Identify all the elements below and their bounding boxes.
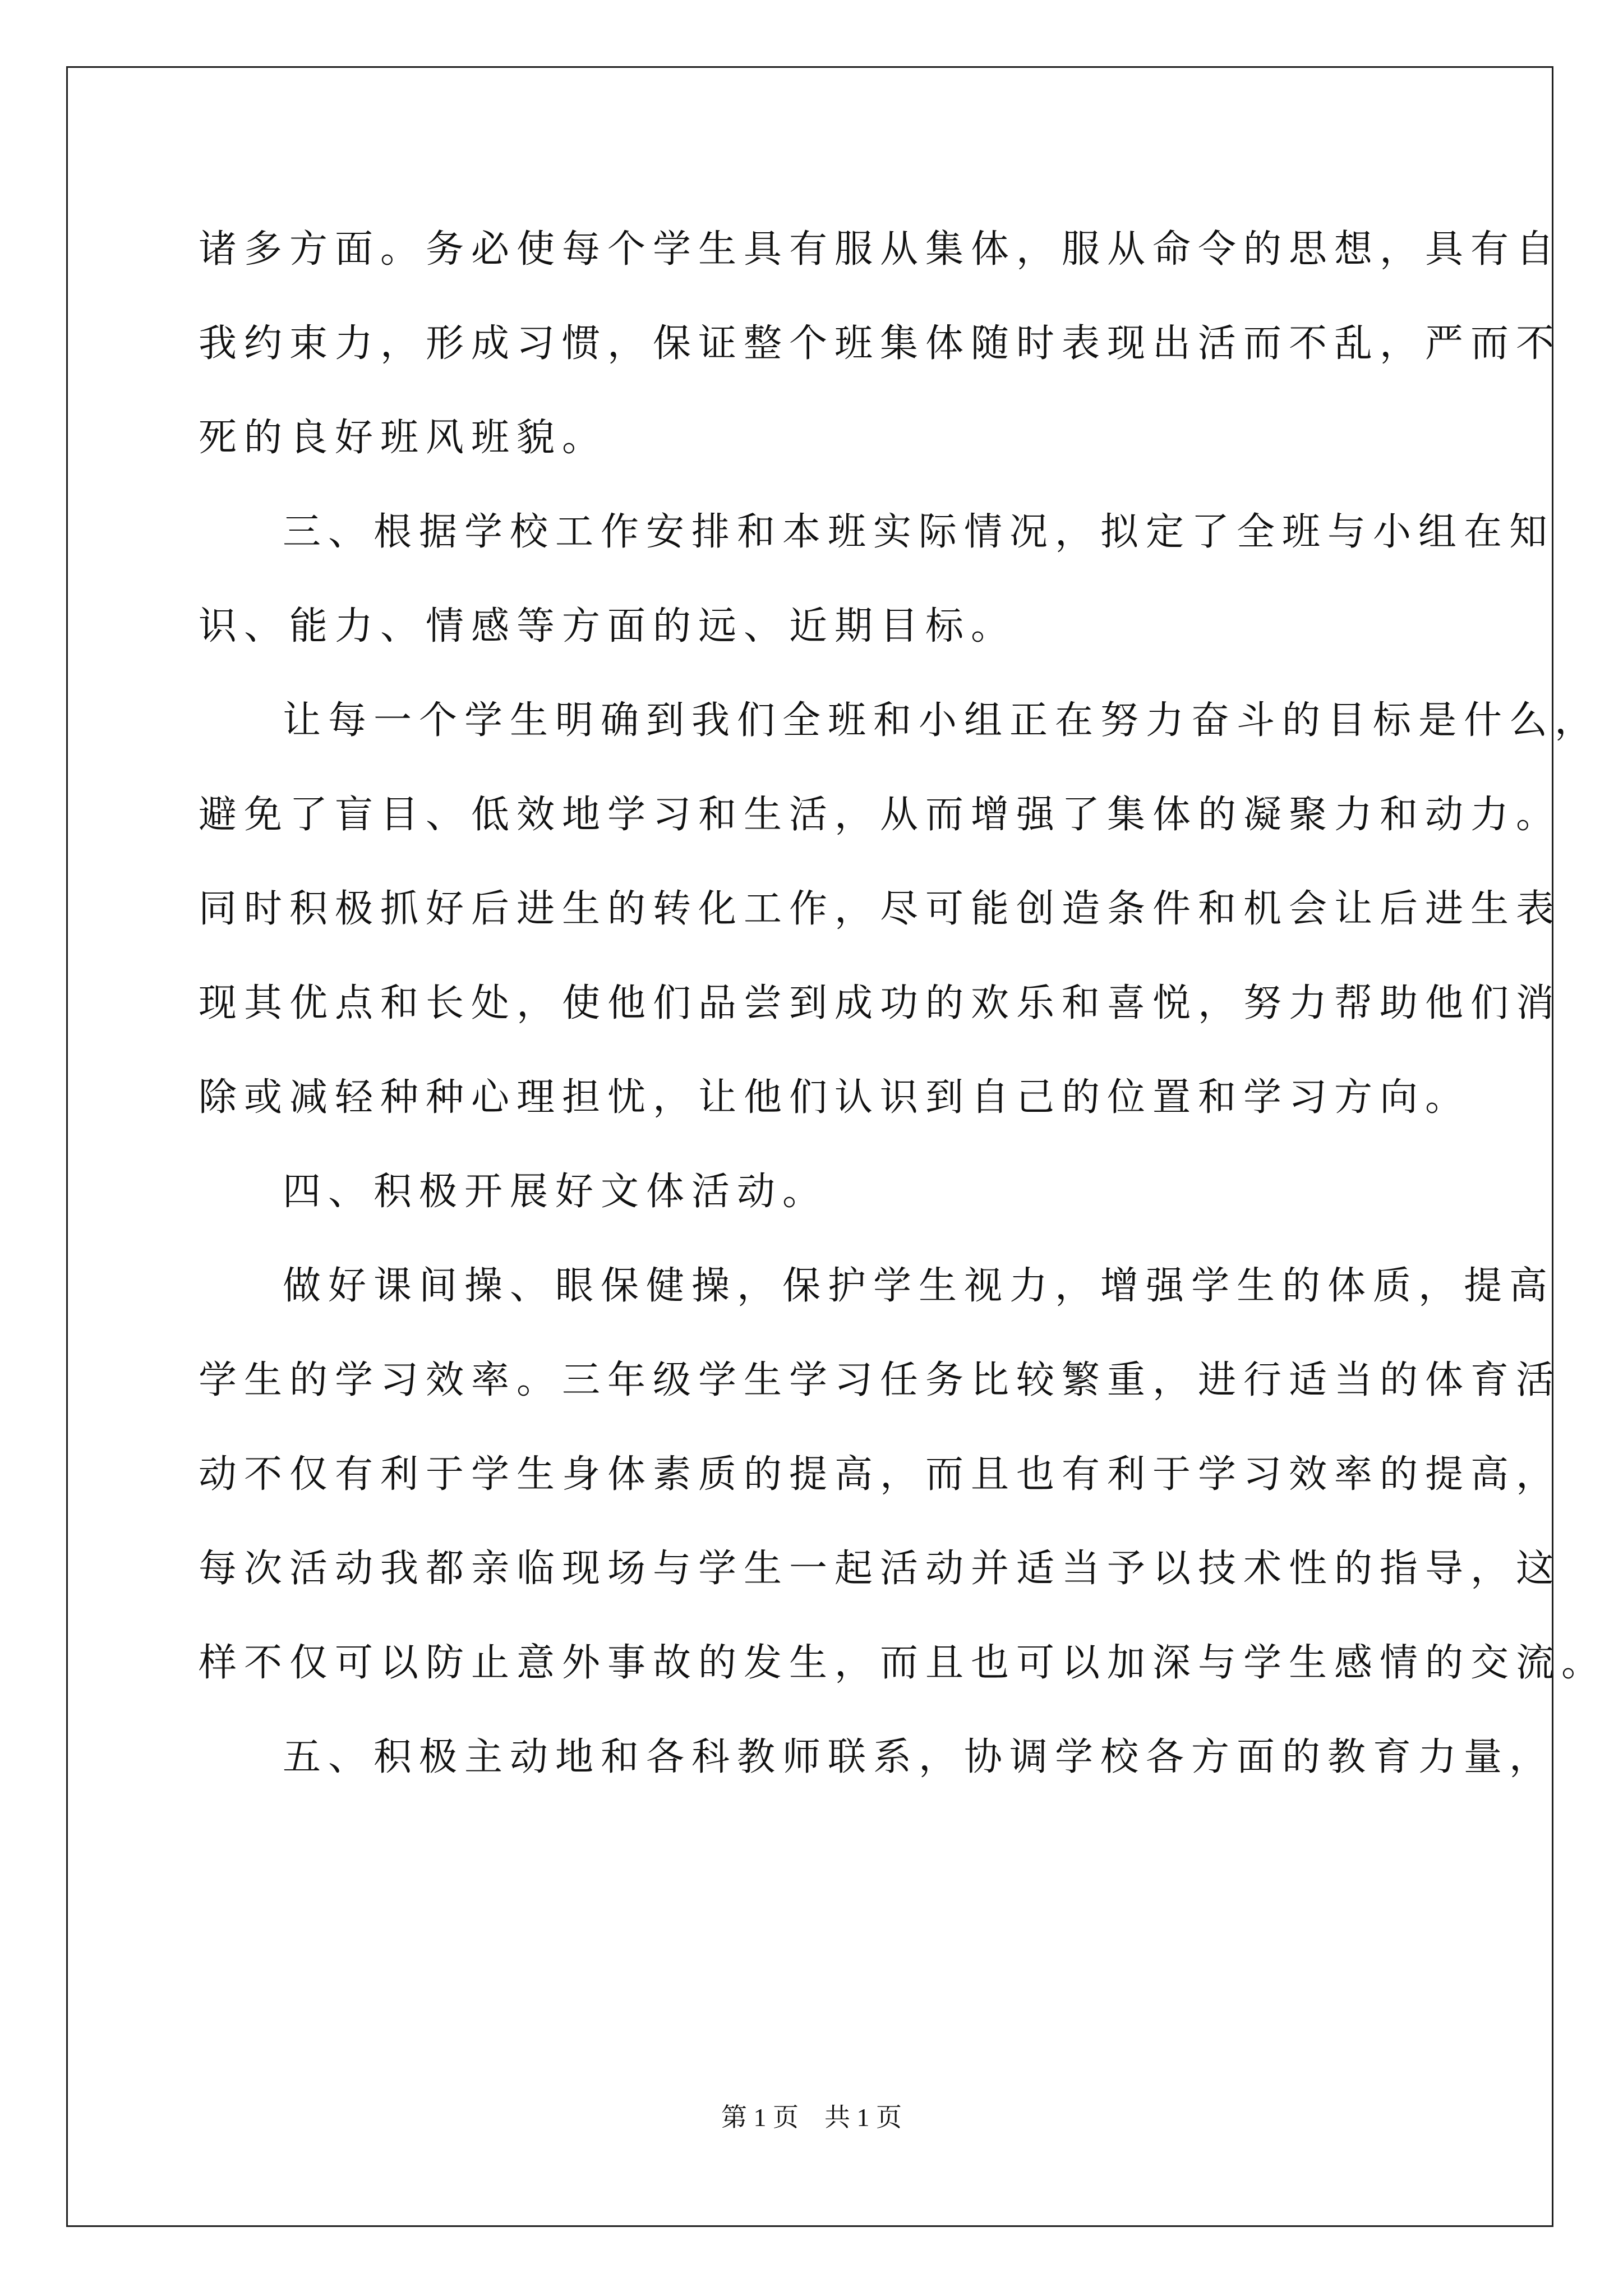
text-line: 学生的学习效率。三年级学生学习任务比较繁重，进行适当的体育活: [199, 1358, 1562, 1402]
paragraph-start-line: 做好课间操、眼保健操，保护学生视力，增强学生的体质，提高: [283, 1264, 1555, 1308]
page-border: [66, 66, 1553, 2227]
text-line: 样不仅可以防止意外事故的发生，而且也可以加深与学生感情的交流。: [199, 1641, 1607, 1685]
paragraph-start-line: 让每一个学生明确到我们全班和小组正在努力奋斗的目标是什么，: [283, 698, 1601, 743]
text-line: 诸多方面。务必使每个学生具有服从集体，服从命令的思想，具有自: [199, 227, 1562, 272]
paragraph-start-line: 三、根据学校工作安排和本班实际情况，拟定了全班与小组在知: [283, 510, 1555, 554]
section-heading-line: 五、积极主动地和各科教师联系，协调学校各方面的教育力量，: [283, 1735, 1555, 1779]
page-number-footer: 第 1 页 共 1 页: [721, 2103, 902, 2132]
text-line: 每次活动我都亲临现场与学生一起活动并适当予以技术性的指导，这: [199, 1547, 1562, 1591]
text-line: 我约束力，形成习惯，保证整个班集体随时表现出活而不乱，严而不: [199, 321, 1562, 366]
text-line: 识、能力、情感等方面的远、近期目标。: [199, 604, 1017, 648]
text-line: 死的良好班风班貌。: [199, 416, 608, 460]
text-line: 避免了盲目、低效地学习和生活，从而增强了集体的凝聚力和动力。: [199, 793, 1562, 837]
section-heading-line: 四、积极开展好文体活动。: [283, 1170, 828, 1214]
text-line: 现其优点和长处，使他们品尝到成功的欢乐和喜悦，努力帮助他们消: [199, 981, 1562, 1025]
text-line: 动不仅有利于学生身体素质的提高，而且也有利于学习效率的提高，: [199, 1452, 1562, 1497]
text-line: 同时积极抓好后进生的转化工作，尽可能创造条件和机会让后进生表: [199, 887, 1562, 931]
text-line: 除或减轻种种心理担忧，让他们认识到自己的位置和学习方向。: [199, 1075, 1471, 1120]
